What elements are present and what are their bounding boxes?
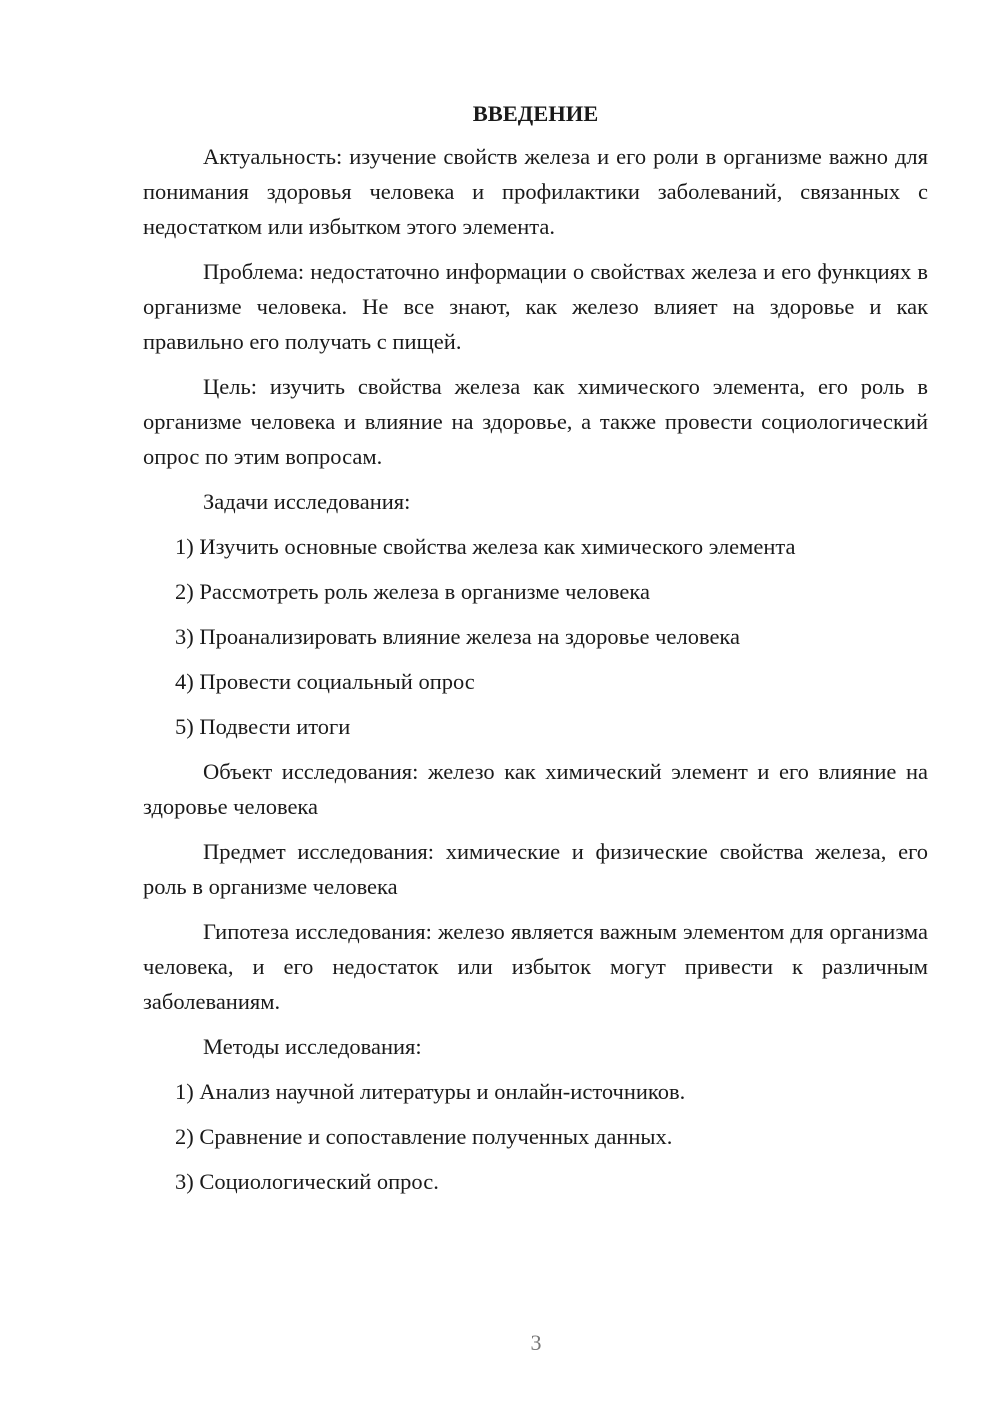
problem-paragraph: Проблема: недостаточно информации о свойствах железа и его функциях в организме человека. Не все знают, как железо влияет на здоровье и как правильно его получать с пищей. [143, 259, 928, 354]
list-item: 2) Рассмотреть роль железа в организме человека [175, 579, 650, 604]
methods-heading: Методы исследования: [203, 1034, 422, 1059]
list-item: 3) Социологический опрос. [175, 1169, 439, 1194]
object-paragraph: Объект исследования: железо как химический элемент и его влияние на здоровье человека [143, 759, 928, 819]
page-number: 3 [530, 1330, 542, 1355]
hypothesis-paragraph: Гипотеза исследования: железо является важным элементом для организма человека, и его недостаток или избыток могут привести к различным заболеваниям. [143, 919, 928, 1014]
list-item: 4) Провести социальный опрос [175, 669, 475, 694]
list-item: 5) Подвести итоги [175, 714, 351, 739]
tasks-heading: Задачи исследования: [203, 489, 411, 514]
list-item: 2) Сравнение и сопоставление полученных данных. [175, 1124, 673, 1149]
tasks-list [143, 529, 928, 744]
list-item: 3) Проанализировать влияние железа на здоровье человека [175, 624, 741, 649]
goal-paragraph: Цель: изучить свойства железа как химического элемента, его роль в организме человека и влияние на здоровье, а также провести социологический опрос по этим вопросам. [143, 374, 928, 469]
list-item: 1) Изучить основные свойства железа как химического элемента [175, 534, 796, 559]
methods-list [143, 1074, 928, 1199]
document-body [143, 96, 928, 1209]
subject-paragraph: Предмет исследования: химические и физические свойства железа, его роль в организме человека [143, 839, 928, 899]
page-title: ВВЕДЕНИЕ [472, 101, 599, 126]
relevance-paragraph: Актуальность: изучение свойств железа и его роли в организме важно для понимания здоровья человека и профилактики заболеваний, связанных с недостатком или избытком этого элемента. [143, 144, 928, 239]
list-item: 1) Анализ научной литературы и онлайн-источников. [175, 1079, 686, 1104]
